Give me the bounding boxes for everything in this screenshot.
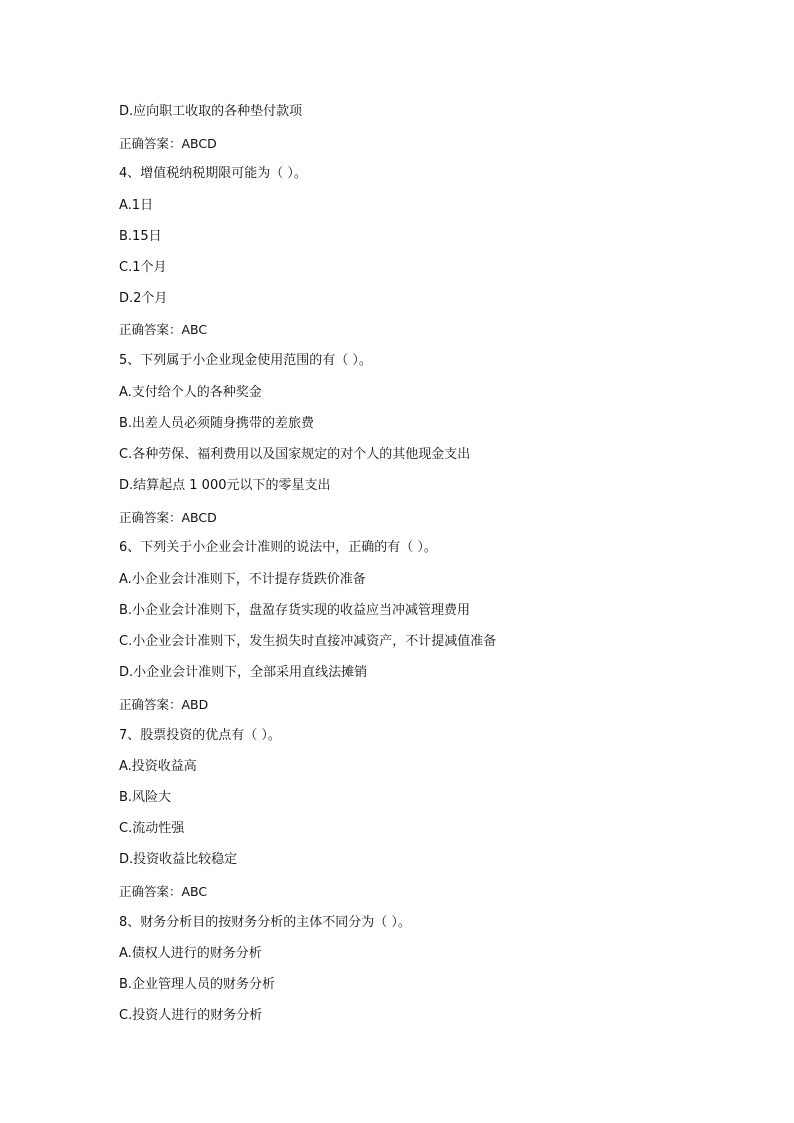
question-6-option-d: D.小企业会计准则下，全部采用直线法摊销 [119,665,368,680]
question-5-option-b: B.出差人员必须随身携带的差旅费 [119,416,315,431]
question-7-stem: 7、股票投资的优点有（ ）。 [119,728,281,743]
question-4-option-c: C.1个月 [119,260,167,275]
question-8-option-c: C.投资人进行的财务分析 [119,1008,263,1023]
question-5-answer: 正确答案：ABCD [119,510,217,525]
question-6-option-c: C.小企业会计准则下，发生损失时直接冲减资产，不计提减值准备 [119,634,497,649]
question-4-stem: 4、增值税纳税期限可能为（ ）。 [119,166,307,181]
question-8-stem: 8、财务分析目的按财务分析的主体不同分为（ ）。 [119,915,411,930]
question-7-option-a: A.投资收益高 [119,759,197,774]
question-5-option-c: C.各种劳保、福利费用以及国家规定的对个人的其他现金支出 [119,447,471,462]
question-8-option-b: B.企业管理人员的财务分析 [119,977,276,992]
question-5-option-a: A.支付给个人的各种奖金 [119,385,262,400]
question-4-answer: 正确答案：ABC [119,322,208,337]
question-7-option-b: B.风险大 [119,790,172,805]
question-4-option-a: A.1日 [119,198,154,213]
question-6-answer: 正确答案：ABD [119,697,209,712]
question-4-option-d: D.2个月 [119,291,168,306]
question-5-stem: 5、下列属于小企业现金使用范围的有（ ）。 [119,353,372,368]
question-7-answer: 正确答案：ABC [119,884,208,899]
question-4-option-b: B.15日 [119,229,162,244]
question-6-option-b: B.小企业会计准则下，盘盈存货实现的收益应当冲减管理费用 [119,603,471,618]
question-7-option-d: D.投资收益比较稳定 [119,852,238,867]
question-7-option-c: C.流动性强 [119,821,185,836]
question-6-stem: 6、下列关于小企业会计准则的说法中，正确的有（ ）。 [119,540,437,555]
question-8-option-a: A.债权人进行的财务分析 [119,946,262,961]
question-3-answer: 正确答案：ABCD [119,136,217,151]
question-3-option-d: D.应向职工收取的各种垫付款项 [119,104,303,119]
question-5-option-d: D.结算起点 1 000元以下的零星支出 [119,478,331,493]
question-6-option-a: A.小企业会计准则下，不计提存货跌价准备 [119,572,366,587]
